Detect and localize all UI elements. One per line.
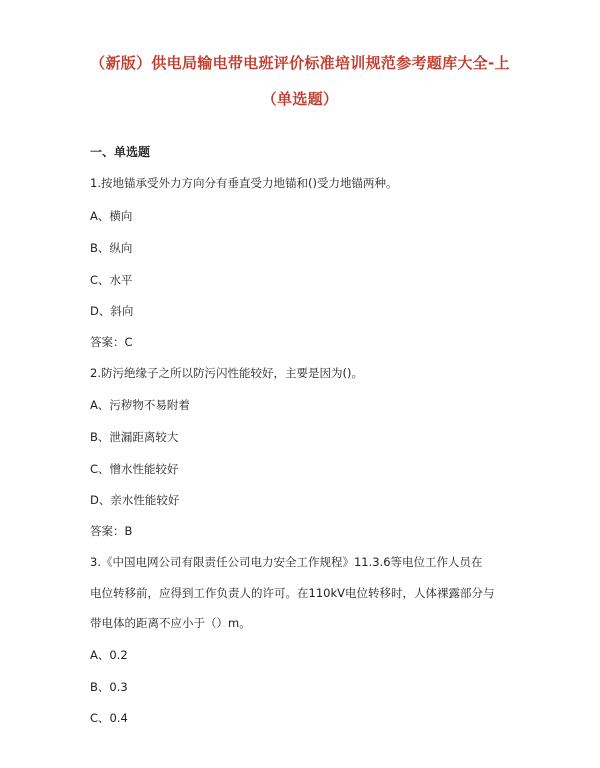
document-title-line1: （新版）供电局输电带电班评价标准培训规范参考题库大全-上	[90, 54, 510, 72]
question-1-answer: 答案：C	[90, 335, 133, 349]
question-3-option-a: A、0.2	[90, 648, 128, 662]
question-2-answer: 答案：B	[90, 524, 133, 538]
question-3-stem-line1: 3.《中国电网公司有限责任公司电力安全工作规程》11.3.6等电位工作人员在	[90, 555, 483, 569]
question-2-option-c: C、憎水性能较好	[90, 462, 179, 476]
question-3-stem-line2: 电位转移前，应得到工作负责人的许可。在110kV电位转移时，人体裸露部分与	[90, 586, 495, 600]
question-1-option-b: B、纵向	[90, 241, 133, 255]
question-1-stem: 1.按地锚承受外力方向分有垂直受力地锚和()受力地锚两种。	[90, 176, 398, 190]
question-2-stem: 2.防污绝缘子之所以防污闪性能较好，主要是因为()。	[90, 366, 363, 380]
question-1-option-c: C、水平	[90, 273, 133, 287]
question-1-option-d: D、斜向	[90, 304, 134, 318]
question-2-option-d: D、亲水性能较好	[90, 493, 180, 507]
question-1-option-a: A、横向	[90, 209, 133, 223]
question-2-option-b: B、泄漏距离较大	[90, 430, 179, 444]
question-3-stem-line3: 带电体的距离不应小于（）m。	[90, 616, 251, 630]
question-3-option-b: B、0.3	[90, 680, 128, 694]
document-title-line2: （单选题）	[261, 90, 339, 108]
section-heading: 一、单选题	[90, 145, 151, 159]
question-3-option-c: C、0.4	[90, 711, 128, 725]
question-2-option-a: A、污秽物不易附着	[90, 398, 190, 412]
